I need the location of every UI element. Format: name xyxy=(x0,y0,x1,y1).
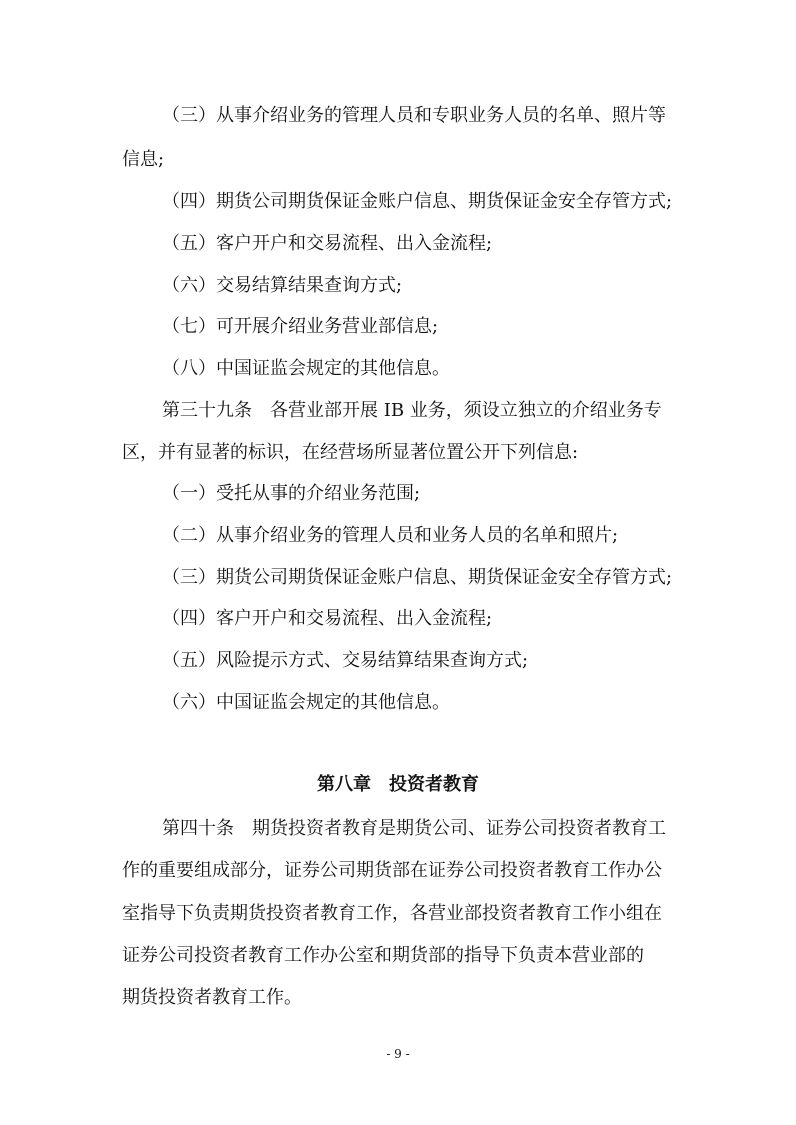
paragraph-line: （三）期货公司期货保证金账户信息、期货保证金安全存管方式; xyxy=(162,567,673,588)
paragraph-line: 作的重要组成部分，证券公司期货部在证券公司投资者教育工作办公 xyxy=(122,860,662,881)
paragraph-line: （四）客户开户和交易流程、出入金流程; xyxy=(162,608,493,629)
paragraph-line: 信息; xyxy=(122,149,165,170)
paragraph-line: 区，并有显著的标识，在经营场所显著位置公开下列信息: xyxy=(122,442,579,463)
paragraph-line: （一）受托从事的介绍业务范围; xyxy=(162,483,421,504)
paragraph-line: （二）从事介绍业务的管理人员和业务人员的名单和照片; xyxy=(162,525,619,546)
paragraph-line: （四）期货公司期货保证金账户信息、期货保证金安全存管方式; xyxy=(162,191,673,212)
paragraph-line: （八）中国证监会规定的其他信息。 xyxy=(162,358,450,379)
paragraph-line: 第四十条 期货投资者教育是期货公司、证券公司投资者教育工 xyxy=(162,818,666,839)
paragraph-line: （七）可开展介绍业务营业部信息; xyxy=(162,316,439,337)
paragraph-line: 期货投资者教育工作。 xyxy=(122,987,302,1008)
paragraph-line: （六）中国证监会规定的其他信息。 xyxy=(162,692,450,713)
paragraph-line: 室指导下负责期货投资者教育工作，各营业部投资者教育工作小组在 xyxy=(122,903,662,924)
paragraph-line: （三）从事介绍业务的管理人员和专职业务人员的名单、照片等 xyxy=(162,105,666,126)
paragraph-line: （六）交易结算结果查询方式; xyxy=(162,275,403,296)
paragraph-line: （五）客户开户和交易流程、出入金流程; xyxy=(162,233,493,254)
chapter-heading: 第八章 投资者教育 xyxy=(317,774,479,795)
paragraph-line: （五）风险提示方式、交易结算结果查询方式; xyxy=(162,650,529,671)
paragraph-line: 第三十九条 各营业部开展 IB 业务，须设立独立的介绍业务专 xyxy=(162,400,662,421)
paragraph-line: 证券公司投资者教育工作办公室和期货部的指导下负责本营业部的 xyxy=(122,945,644,966)
page-number: - 9 - xyxy=(386,1047,410,1061)
